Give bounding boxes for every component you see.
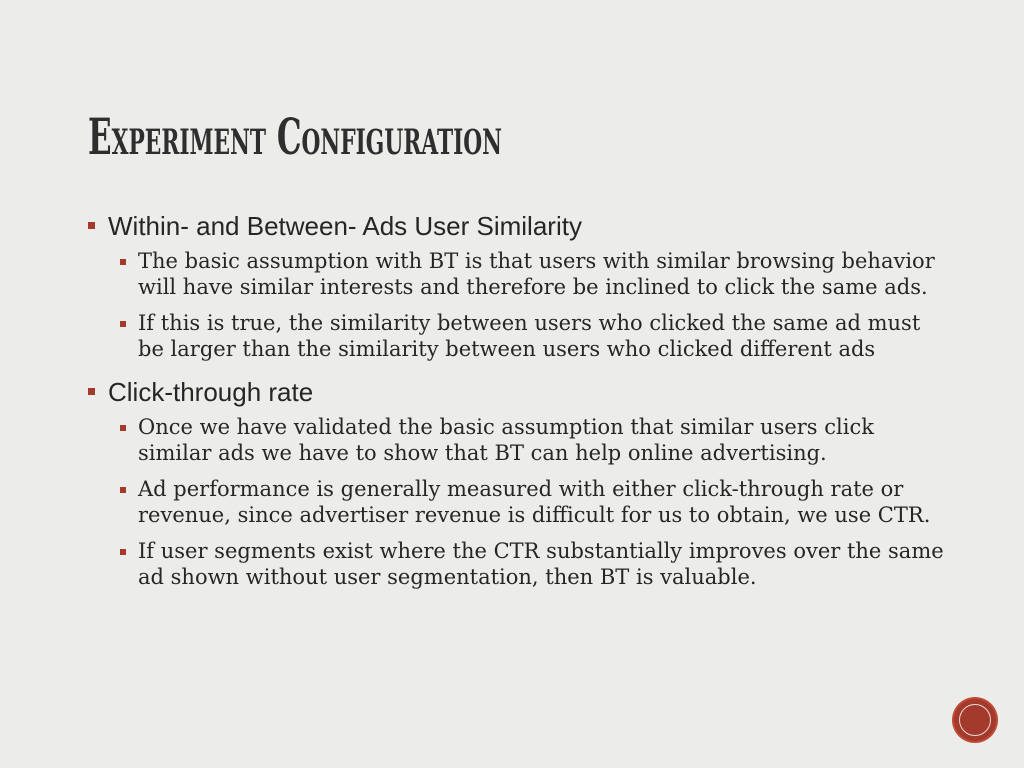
slide-title: Experiment Configuration — [88, 107, 502, 166]
square-bullet-icon — [88, 388, 95, 395]
sub-bullet-list — [108, 248, 948, 362]
square-bullet-icon — [120, 487, 126, 493]
square-bullet-icon — [120, 259, 126, 265]
square-bullet-icon — [120, 425, 126, 431]
sub-bullet-item — [108, 538, 948, 590]
sub-bullet-text: If this is true, the similarity between users who clicked the same ad must be larger than the similarity between users who clicked different ads — [138, 311, 921, 361]
bullet-section-1 — [88, 210, 948, 362]
sub-bullet-list — [108, 414, 948, 590]
section-heading: Click-through rate — [108, 377, 314, 407]
sub-bullet-item — [108, 248, 948, 300]
sub-bullet-text: Ad performance is generally measured with either click-through rate or revenue, since advertiser revenue is difficult for us to obtain, we use CTR. — [138, 477, 931, 527]
section-heading: Within- and Between- Ads User Similarity — [108, 211, 582, 241]
bullet-section-2 — [88, 376, 948, 590]
sub-bullet-text: The basic assumption with BT is that users with similar browsing behavior will have similar interests and therefore be inclined to click the same ads. — [138, 249, 935, 299]
sub-bullet-text: Once we have validated the basic assumption that similar users click similar ads we have to show that BT can help online advertising. — [138, 415, 874, 465]
square-bullet-icon — [120, 549, 126, 555]
square-bullet-icon — [120, 321, 126, 327]
square-bullet-icon — [88, 222, 95, 229]
sub-bullet-item — [108, 414, 948, 466]
sub-bullet-item — [108, 310, 948, 362]
sub-bullet-item — [108, 476, 948, 528]
slide-number-badge-icon — [954, 699, 996, 741]
slide-content — [88, 210, 948, 600]
sub-bullet-text: If user segments exist where the CTR substantially improves over the same ad shown without user segmentation, then BT is valuable. — [138, 539, 944, 589]
